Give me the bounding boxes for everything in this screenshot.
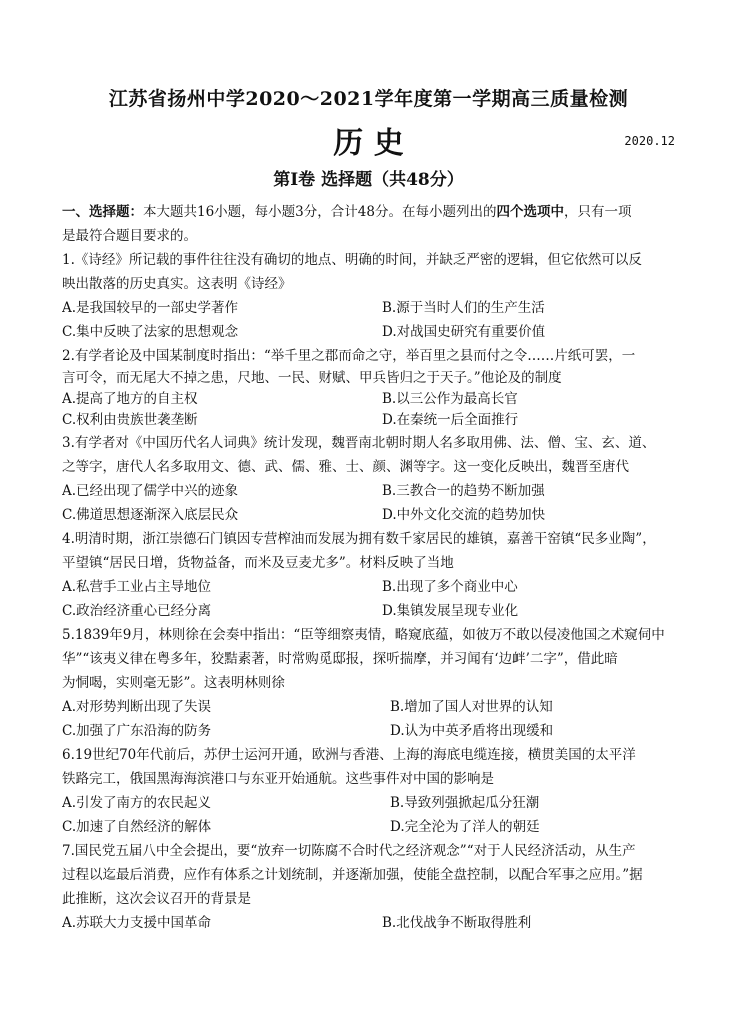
option-d[interactable]: D.中外文化交流的趋势加快 [382,507,546,523]
question-number: 7. [62,843,75,859]
question-6-stem-cont: 铁路完工，俄国黑海海滨港口与东亚开始通航。这些事件对中国的影响是 [62,771,494,787]
option-b[interactable]: B.北伐战争不断取得胜利 [382,915,532,931]
option-row [62,791,682,815]
option-row [62,410,682,431]
question-number: 4. [62,531,75,547]
instructions-text: 本大题共16小题，每小题3分，合计48分。在每小题列出的 [143,204,497,220]
question-2-stem-cont: 言可令，而无尾大不掉之患，尺地、一民、财赋、甲兵皆归之于天子。”他论及的制度 [62,370,562,386]
option-b[interactable]: B.以三公作为最高长官 [382,391,518,407]
question-6-stem: 6.19世纪70年代前后，苏伊士运河开通，欧洲与香港、上海的海底电缆连接，横贯美国的太平洋 [62,747,636,763]
option-row [62,296,682,320]
question-2-stem: 2.有学者论及中国某制度时指出：“举千里之郡而命之守，举百里之县而付之令……片纸可罢，一 [62,348,636,364]
option-c[interactable]: C.加速了自然经济的解体 [62,819,212,835]
question-7-stem: 7.国民党五届八中全会提出，要“放弃一切陈腐不合时代之经济观念”“对于人民经济活动，从生产 [62,843,636,859]
option-c[interactable]: C.权利由贵族世袭垄断 [62,412,198,428]
option-b[interactable]: B.增加了国人对世界的认知 [390,699,553,715]
option-a[interactable]: A.引发了南方的农民起义 [62,795,212,811]
option-a[interactable]: A.已经出现了儒学中兴的迹象 [62,483,239,499]
option-row [62,503,682,527]
option-row [62,575,682,599]
option-a[interactable]: A.提高了地方的自主权 [62,391,198,407]
option-d[interactable]: D.集镇发展呈现专业化 [382,603,519,619]
subject-heading: 历 史 [333,126,404,161]
option-c[interactable]: C.集中反映了法家的思想观念 [62,324,239,340]
question-number: 3. [62,435,75,451]
option-c[interactable]: C.加强了广东沿海的防务 [62,723,212,739]
instructions-line-2: 是最符合题目要求的。 [62,228,197,244]
section-heading: 第Ⅰ卷 选择题（共48分） [273,170,464,190]
option-a[interactable]: A.对形势判断出现了失误 [62,699,212,715]
option-row [62,599,682,623]
question-3-stem-cont: 之等字，唐代人名多取用文、德、武、儒、雅、士、颜、渊等字。这一变化反映出，魏晋至唐代 [62,459,629,475]
exam-title: 江苏省扬州中学2020～2021学年度第一学期高三质量检测 [108,88,629,110]
option-b[interactable]: B.源于当时人们的生产生活 [382,300,545,316]
question-3-stem: 3.有学者对《中国历代名人词典》统计发现，魏晋南北朝时期人名多取用佛、法、僧、宝、玄、道、 [62,435,656,451]
option-a[interactable]: A.私营手工业占主导地位 [62,579,212,595]
question-4-stem: 4.明清时期，浙江崇德石门镇因专营榨油而发展为拥有数千家居民的雄镇，嘉善干窑镇“民多业陶”， [62,531,656,547]
option-row [62,815,682,839]
option-a[interactable]: A.苏联大力支援中国革命 [62,915,212,931]
question-7-stem-cont-2: 此推断，这次会议召开的背景是 [62,891,251,907]
option-b[interactable]: B.导致列强掀起瓜分狂潮 [390,795,540,811]
option-b[interactable]: B.三教合一的趋势不断加强 [382,483,545,499]
instructions-label: 一、选择题： [62,204,143,220]
option-row [62,479,682,503]
option-c[interactable]: C.佛道思想逐渐深入底层民众 [62,507,239,523]
question-1-stem-cont: 映出散落的历史真实。这表明《诗经》 [62,276,292,292]
option-row [62,695,682,719]
question-5-stem-cont-2: 为恫喝，实则毫无影”。这表明林则徐 [62,675,285,691]
question-number: 5. [62,627,75,643]
instructions-line [62,200,682,224]
option-row [62,719,682,743]
option-row [62,320,682,344]
question-5-stem-cont: 华”“该夷义律在粤多年，狡黠素著，时常购觅邸报，探听揣摩，并习闻有‘边衅’二字”，借此暗 [62,651,618,667]
question-7-stem-cont: 过程以迄最后消费，应作有体系之计划统制，并逐渐加强，使能全盘控制，以配合军事之应用。”据 [62,867,643,883]
option-b[interactable]: B.出现了多个商业中心 [382,579,518,595]
question-number: 6. [62,747,75,763]
question-4-stem-cont: 平望镇“居民日增，货物益备，而米及豆麦尤多”。材料反映了当地 [62,555,454,571]
option-a[interactable]: A.是我国较早的一部史学著作 [62,300,239,316]
option-row [62,389,682,410]
option-d[interactable]: D.在秦统一后全面推行 [382,412,519,428]
option-c[interactable]: C.政治经济重心已经分离 [62,603,212,619]
question-number: 2. [62,348,75,364]
instructions-text-end: ，只有一项 [563,204,632,220]
option-d[interactable]: D.对战国史研究有重要价值 [382,324,546,340]
question-number: 1. [62,252,75,268]
exam-date: 2020.12 [624,134,675,148]
exam-content [62,200,682,935]
question-1-stem: 1.《诗经》所记载的事件往往没有确切的地点、明确的时间，并缺乏严密的逻辑，但它依然可以反 [62,252,642,268]
instructions-emphasis: 四个选项中 [496,204,564,220]
option-d[interactable]: D.完全沦为了洋人的朝廷 [390,819,540,835]
option-row [62,911,682,935]
question-5-stem: 5.1839年9月，林则徐在会奏中指出：“臣等细察夷情，略窥底蕴，如彼万不敢以侵凌他国之术窥伺中 [62,627,665,643]
option-d[interactable]: D.认为中英矛盾将出现缓和 [390,723,554,739]
